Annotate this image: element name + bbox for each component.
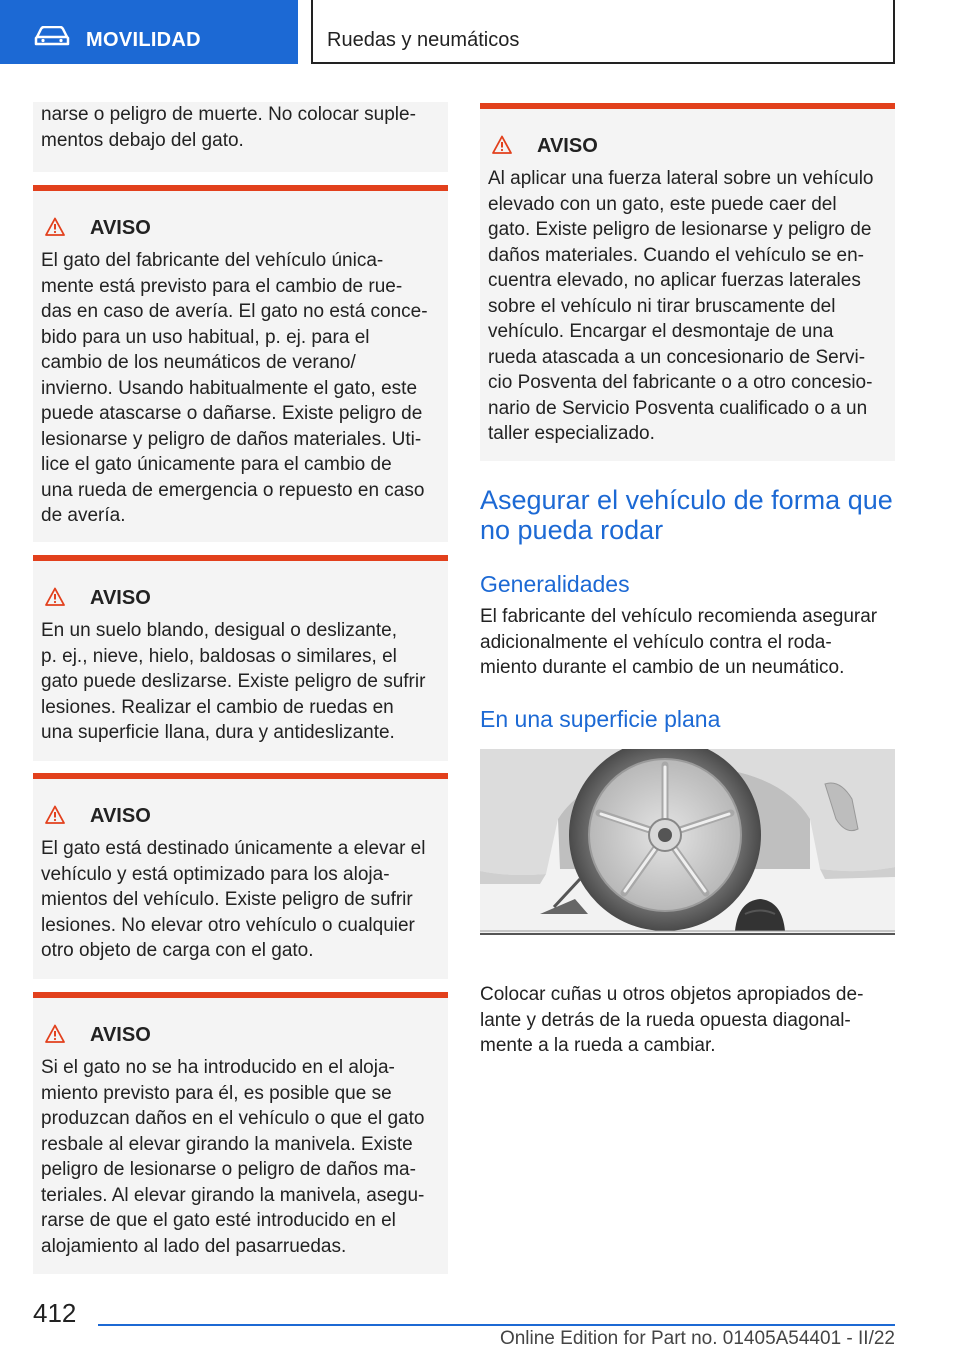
section-heading: Asegurar el vehículo de forma que no pueda rodar [480,485,893,545]
car-icon [34,26,70,46]
warning-icon [45,805,65,825]
warning-text: Al aplicar una fuerza lateral sobre un vehículo elevado con un gato, este puede caer del gato. Existe peligro de lesionarse y peligro de daños materiales. Cuando el vehículo se en- cuentra elevado, no aplicar fuerzas laterales sobre el vehículo ni tirar bruscamente del vehículo. Encargar el desmontaje de una rueda atascada a un concesionario de Servi- cio Posventa del fabricante o a otro concesio- nario de Servicio Posventa cualificado o a un taller especializado. [488,168,874,444]
warning-title-text: AVISO [90,805,151,827]
chapter-header [311,0,895,64]
warning-icon [492,135,512,155]
subheading-flat-surface: En una superficie plana [480,706,721,732]
warning-title-text: AVISO [537,135,598,157]
chapter-title: Ruedas y neumáticos [327,29,520,51]
continuation-box [33,102,448,172]
warning-box [33,992,448,1274]
section-tab[interactable] [0,0,298,64]
continuation-text: narse o peligro de muerte. No colocar suple- mentos debajo del gato. [41,104,416,151]
warning-icon [45,587,65,607]
paragraph-chocks: Colocar cuñas u otros objetos apropiados de- lante y detrás de la rueda opuesta diagonal- mente a la rueda a cambiar. [480,984,864,1056]
warning-box [480,103,895,461]
section-label: MOVILIDAD [86,29,201,51]
warning-text: El gato del fabricante del vehículo única- mente está previsto para el cambio de rue- das en caso de avería. El gato no está conce- bido para un uso habitual, p. ej. para el cambio de los neumáticos de verano/ invierno. Usando habitualmente el gato, este puede atascarse o dañarse. Existe peligro de lesionarse y peligro de daños materiales. Uti- lice el gato únicamente para el cambio de una rueda de emergencia o repuesto en caso de avería. [41,250,428,526]
warning-title-text: AVISO [90,217,151,239]
warning-icon [45,217,65,237]
edition-info: Online Edition for Part no. 01405A54401 - II/22 [499,1328,895,1349]
paragraph-general: El fabricante del vehículo recomienda asegurar adicionalmente el vehículo contra el roda- miento durante el cambio de un neumático. [480,606,878,678]
subheading-general: Generalidades [480,571,630,597]
wheel-chock-illustration [480,749,895,935]
warning-icon [45,1024,65,1044]
warning-text: Si el gato no se ha introducido en el aloja- miento previsto para él, es posible que se produzcan daños en el vehículo o que el gato resbale al elevar girando la manivela. Existe peligro de lesionarse o peligro de daños ma- teriales. Al elevar girando la manivela, asegu- rarse de que el gato esté introducido en el alojamiento al lado del pasarruedas. [41,1057,425,1257]
page-number: 412 [33,1298,77,1328]
footer-divider [98,1324,895,1326]
wheel-illustration [480,749,895,933]
warning-box [33,185,448,542]
warning-box [33,773,448,979]
warning-text: El gato está destinado únicamente a elevar el vehículo y está optimizado para los aloja- mientos del vehículo. Existe peligro de sufrir lesiones. No elevar otro vehículo o cualquier otro objeto de carga con el gato. [41,838,426,961]
warning-title-text: AVISO [90,587,151,609]
warning-title-text: AVISO [90,1024,151,1046]
warning-box [33,555,448,761]
warning-text: En un suelo blando, desigual o deslizante, p. ej., nieve, hielo, baldosas o similares, el gato puede deslizarse. Existe peligro de sufrir lesiones. Realizar el cambio de ruedas en una superficie llana, dura y antideslizante. [41,620,426,743]
